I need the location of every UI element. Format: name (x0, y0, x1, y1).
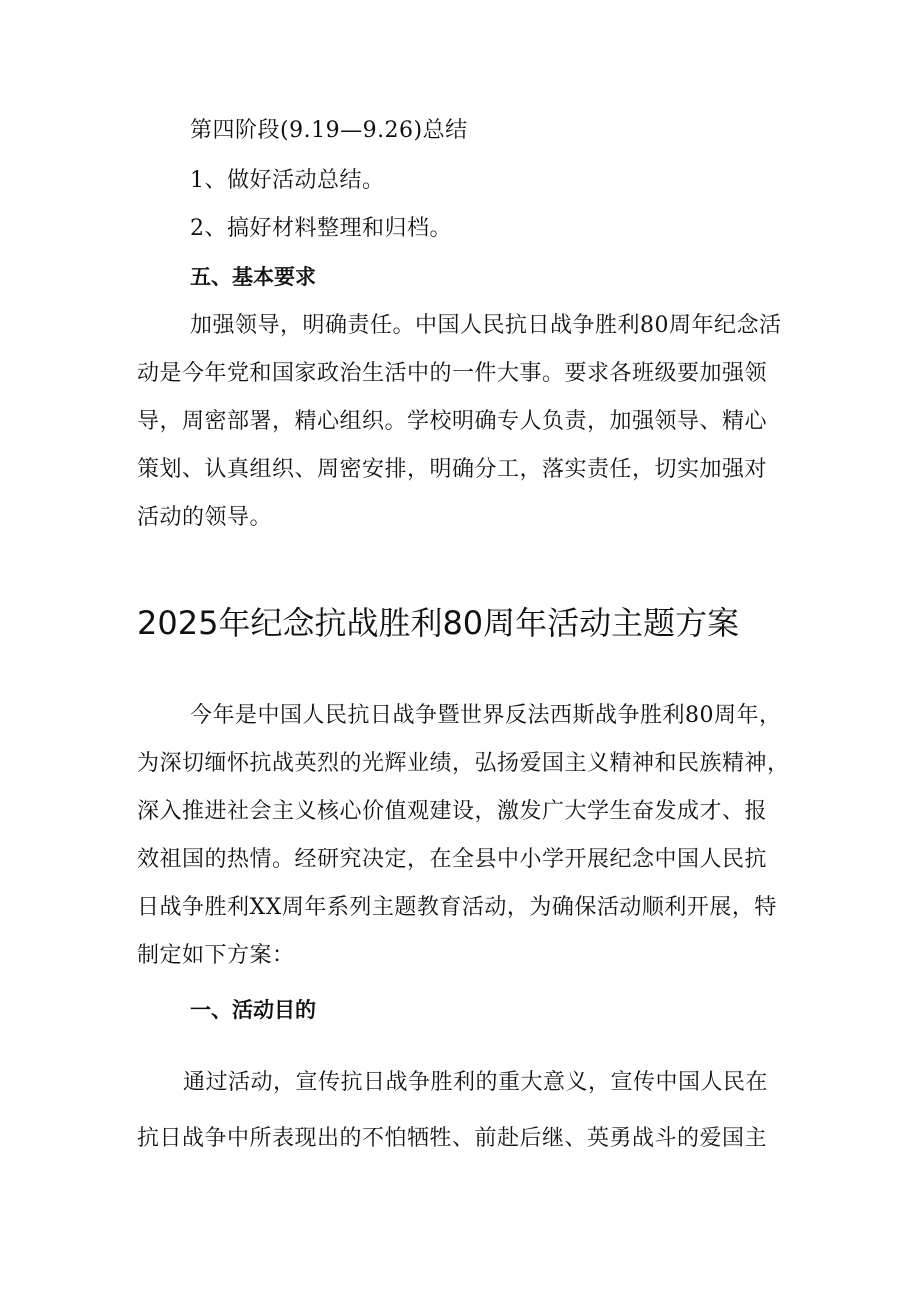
requirements-para-line: 动是今年党和国家政治生活中的一件大事。要求各班级要加强领 (137, 361, 768, 386)
intro-para-line: 今年是中国人民抗日战争暨世界反法西斯战争胜利80周年， (190, 703, 782, 728)
heading-basic-requirements: 五、基本要求 (190, 265, 316, 289)
requirements-para-line: 策划、认真组织、周密安排，明确分工，落实责任，切实加强对 (137, 457, 768, 482)
requirements-para-line: 导，周密部署，精心组织。学校明确专人负责，加强领导、精心 (137, 409, 768, 434)
intro-para-line: 制定如下方案： (137, 943, 295, 968)
item2-line: 2、搞好材料整理和归档。 (190, 216, 452, 241)
purpose-para-line: 通过活动，宣传抗日战争胜利的重大意义，宣传中国人民在 (183, 1070, 769, 1095)
intro-para-line: 日战争胜利XX周年系列主题教育活动，为确保活动顺利开展，特 (137, 895, 777, 920)
item1-line: 1、做好活动总结。 (190, 168, 385, 193)
stage4-line: 第四阶段(9.19—9.26)总结 (190, 118, 468, 143)
purpose-para-line: 抗日战争中所表现出的不怕牺牲、前赴后继、英勇战斗的爱国主 (137, 1126, 768, 1151)
heading-activity-purpose: 一、活动目的 (190, 998, 316, 1022)
requirements-para-line: 活动的领导。 (137, 505, 273, 530)
requirements-para-line: 加强领导，明确责任。中国人民抗日战争胜利80周年纪念活 (190, 313, 782, 338)
document-title: 2025年纪念抗战胜利80周年活动主题方案 (137, 604, 740, 642)
intro-para-line: 效祖国的热情。经研究决定，在全县中小学开展纪念中国人民抗 (137, 847, 768, 872)
intro-para-line: 为深切缅怀抗战英烈的光辉业绩，弘扬爱国主义精神和民族精神， (137, 751, 790, 776)
intro-para-line: 深入推进社会主义核心价值观建设，激发广大学生奋发成才、报 (137, 799, 768, 824)
